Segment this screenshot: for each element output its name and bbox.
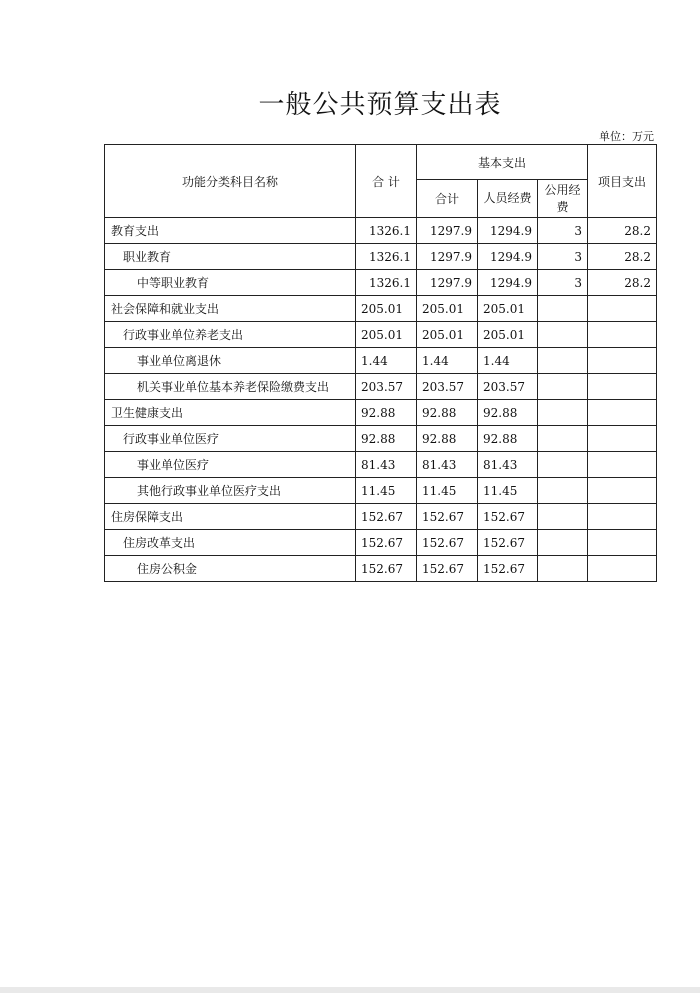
header-public: 公用经费 (538, 180, 588, 218)
table-row (105, 218, 657, 244)
row-total: 11.45 (356, 478, 417, 504)
row-project (588, 374, 657, 400)
table-row (105, 244, 657, 270)
row-project (588, 530, 657, 556)
row-public (538, 296, 588, 322)
row-name: 住房保障支出 (105, 504, 356, 530)
row-name: 事业单位离退休 (105, 348, 356, 374)
unit-label: 单位：万元 (599, 130, 654, 143)
row-total: 1326.1 (356, 270, 417, 296)
header-total: 合 计 (356, 145, 417, 218)
row-public (538, 426, 588, 452)
table-row (105, 270, 657, 296)
row-total: 92.88 (356, 426, 417, 452)
row-basic-total: 81.43 (417, 452, 478, 478)
row-basic-total: 1.44 (417, 348, 478, 374)
row-personnel: 203.57 (478, 374, 538, 400)
row-total: 152.67 (356, 504, 417, 530)
row-personnel: 205.01 (478, 322, 538, 348)
table-row (105, 374, 657, 400)
row-basic-total: 92.88 (417, 426, 478, 452)
table-row (105, 530, 657, 556)
row-public: 3 (538, 244, 588, 270)
row-public (538, 374, 588, 400)
row-personnel: 92.88 (478, 400, 538, 426)
row-total: 203.57 (356, 374, 417, 400)
table-row (105, 322, 657, 348)
row-name: 住房公积金 (105, 556, 356, 582)
row-public (538, 504, 588, 530)
row-public (538, 322, 588, 348)
table-row (105, 556, 657, 582)
row-project: 28.2 (588, 244, 657, 270)
table-row (105, 348, 657, 374)
row-basic-total: 203.57 (417, 374, 478, 400)
row-name: 住房改革支出 (105, 530, 356, 556)
row-public (538, 556, 588, 582)
row-basic-total: 205.01 (417, 296, 478, 322)
row-project (588, 400, 657, 426)
row-basic-total: 205.01 (417, 322, 478, 348)
row-project (588, 478, 657, 504)
row-personnel: 152.67 (478, 556, 538, 582)
row-project (588, 296, 657, 322)
table-body (105, 218, 657, 582)
row-basic-total: 152.67 (417, 504, 478, 530)
table-row (105, 400, 657, 426)
row-total: 1326.1 (356, 218, 417, 244)
row-project: 28.2 (588, 270, 657, 296)
row-name: 机关事业单位基本养老保险缴费支出 (105, 374, 356, 400)
row-basic-total: 1297.9 (417, 270, 478, 296)
row-personnel: 11.45 (478, 478, 538, 504)
row-name: 教育支出 (105, 218, 356, 244)
row-project (588, 426, 657, 452)
row-name: 卫生健康支出 (105, 400, 356, 426)
row-name: 中等职业教育 (105, 270, 356, 296)
table-row (105, 504, 657, 530)
row-basic-total: 1297.9 (417, 218, 478, 244)
row-basic-total: 152.67 (417, 556, 478, 582)
row-total: 1.44 (356, 348, 417, 374)
row-basic-total: 1297.9 (417, 244, 478, 270)
row-public: 3 (538, 270, 588, 296)
row-total: 205.01 (356, 322, 417, 348)
row-public: 3 (538, 218, 588, 244)
row-personnel: 81.43 (478, 452, 538, 478)
header-project: 项目支出 (588, 145, 657, 218)
row-personnel: 152.67 (478, 530, 538, 556)
table-row (105, 296, 657, 322)
row-public (538, 530, 588, 556)
row-project (588, 322, 657, 348)
header-name: 功能分类科目名称 (105, 145, 356, 218)
header-basic: 基本支出 (417, 145, 588, 180)
row-basic-total: 92.88 (417, 400, 478, 426)
row-personnel: 1.44 (478, 348, 538, 374)
table-row (105, 426, 657, 452)
page-title: 一般公共预算支出表 (258, 90, 502, 120)
row-personnel: 92.88 (478, 426, 538, 452)
row-total: 152.67 (356, 556, 417, 582)
row-total: 81.43 (356, 452, 417, 478)
row-basic-total: 11.45 (417, 478, 478, 504)
row-project (588, 348, 657, 374)
row-name: 社会保障和就业支出 (105, 296, 356, 322)
row-name: 事业单位医疗 (105, 452, 356, 478)
row-total: 1326.1 (356, 244, 417, 270)
expenditure-table (104, 144, 657, 582)
row-project (588, 452, 657, 478)
table-row (105, 478, 657, 504)
row-total: 152.67 (356, 530, 417, 556)
row-personnel: 205.01 (478, 296, 538, 322)
row-public (538, 348, 588, 374)
row-project (588, 556, 657, 582)
row-personnel: 152.67 (478, 504, 538, 530)
row-personnel: 1294.9 (478, 270, 538, 296)
row-total: 92.88 (356, 400, 417, 426)
row-total: 205.01 (356, 296, 417, 322)
row-name: 其他行政事业单位医疗支出 (105, 478, 356, 504)
row-project (588, 504, 657, 530)
header-basic-total: 合计 (417, 180, 478, 218)
row-project: 28.2 (588, 218, 657, 244)
row-public (538, 400, 588, 426)
header-personnel: 人员经费 (478, 180, 538, 218)
row-public (538, 478, 588, 504)
page-edge (0, 987, 700, 993)
row-name: 职业教育 (105, 244, 356, 270)
table-row (105, 452, 657, 478)
row-basic-total: 152.67 (417, 530, 478, 556)
row-public (538, 452, 588, 478)
row-personnel: 1294.9 (478, 218, 538, 244)
row-name: 行政事业单位养老支出 (105, 322, 356, 348)
row-name: 行政事业单位医疗 (105, 426, 356, 452)
row-personnel: 1294.9 (478, 244, 538, 270)
